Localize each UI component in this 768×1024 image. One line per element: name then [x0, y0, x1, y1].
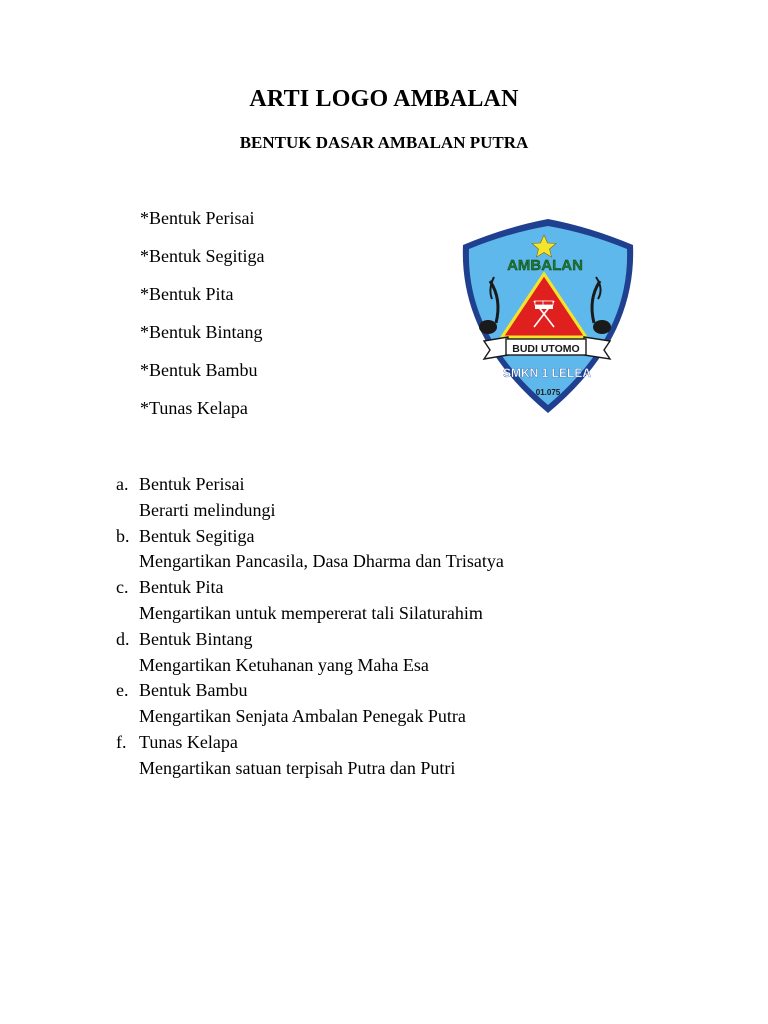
- meaning-item: [116, 678, 504, 730]
- shape-list-item: *Bentuk Pita: [140, 284, 234, 304]
- logo-school-text: SMKN 1 LELEA: [502, 366, 592, 380]
- shape-list-item: *Bentuk Segitiga: [140, 246, 265, 266]
- meaning-item: [116, 472, 504, 524]
- ribbon-text: BUDI UTOMO: [512, 343, 580, 355]
- shape-list-item: *Tunas Kelapa: [140, 398, 248, 418]
- item-term: Bentuk Bintang: [139, 628, 253, 649]
- logo-top-text: AMBALAN: [507, 257, 583, 274]
- item-marker: c.: [116, 577, 129, 598]
- page-subtitle: BENTUK DASAR AMBALAN PUTRA: [239, 133, 529, 152]
- item-term: Bentuk Segitiga: [139, 525, 255, 546]
- item-meaning: Mengartikan untuk mempererat tali Silaturahim: [139, 602, 483, 623]
- ambalan-logo: [458, 219, 638, 415]
- item-meaning: Berarti melindungi: [139, 499, 276, 520]
- meaning-item: [116, 575, 504, 627]
- meaning-item: [116, 524, 504, 576]
- item-marker: d.: [116, 628, 130, 649]
- item-term: Bentuk Bambu: [139, 680, 248, 701]
- item-meaning: Mengartikan Senjata Ambalan Penegak Putra: [139, 706, 466, 727]
- item-meaning: Mengartikan satuan terpisah Putra dan Putri: [139, 757, 456, 778]
- item-meaning: Mengartikan Ketuhanan yang Maha Esa: [139, 654, 429, 675]
- shape-list-item: *Bentuk Bambu: [140, 360, 258, 380]
- item-marker: e.: [116, 680, 129, 701]
- item-term: Bentuk Perisai: [139, 474, 245, 494]
- item-marker: a.: [116, 474, 129, 494]
- item-meaning: Mengartikan Pancasila, Dasa Dharma dan Trisatya: [139, 551, 504, 572]
- shape-list-item: *Bentuk Bintang: [140, 322, 263, 342]
- meaning-item: [116, 730, 504, 782]
- item-term: Bentuk Pita: [139, 577, 224, 598]
- logo-number-text: 01.075: [535, 388, 561, 397]
- item-marker: f.: [116, 731, 127, 752]
- item-marker: b.: [116, 525, 130, 546]
- meaning-item: [116, 627, 504, 679]
- meaning-list: [116, 472, 504, 782]
- shape-list-item: *Bentuk Perisai: [140, 208, 255, 228]
- shape-list: [140, 206, 265, 434]
- item-term: Tunas Kelapa: [139, 731, 238, 752]
- page-title: ARTI LOGO AMBALAN: [249, 86, 519, 112]
